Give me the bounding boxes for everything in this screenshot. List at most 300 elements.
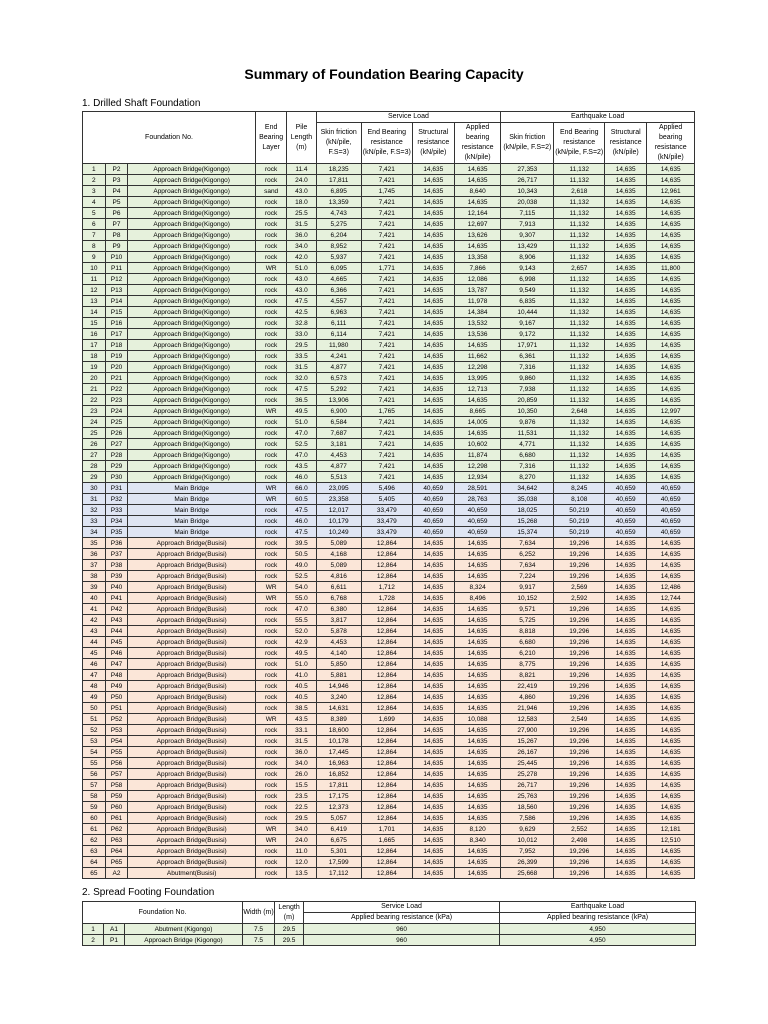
table-cell: 5,089 bbox=[316, 538, 361, 549]
table-cell: 6,114 bbox=[316, 329, 361, 340]
table-cell: 13,532 bbox=[454, 318, 501, 329]
table-cell: 15,268 bbox=[501, 516, 554, 527]
table-cell: 54.0 bbox=[287, 582, 316, 593]
table-cell: 12,864 bbox=[361, 692, 412, 703]
header-earthquake-load: Earthquake Load bbox=[501, 112, 695, 123]
table-cell: 13,359 bbox=[316, 197, 361, 208]
table-cell: rock bbox=[255, 428, 286, 439]
table-cell: 19,296 bbox=[554, 791, 605, 802]
table-cell: 12,864 bbox=[361, 637, 412, 648]
table-cell: 14,635 bbox=[454, 538, 501, 549]
table-cell: 29.5 bbox=[287, 340, 316, 351]
table-cell: 40,659 bbox=[605, 483, 647, 494]
table-cell: 46.0 bbox=[287, 472, 316, 483]
table-cell: Approach Bridge(Kigongo) bbox=[128, 263, 256, 274]
table-cell: 8,496 bbox=[454, 593, 501, 604]
table-cell: 14,635 bbox=[412, 582, 454, 593]
table-cell: rock bbox=[255, 439, 286, 450]
table-cell: 6,611 bbox=[316, 582, 361, 593]
table-cell: P37 bbox=[105, 549, 128, 560]
table-cell: 5,725 bbox=[501, 615, 554, 626]
table-cell: 29.5 bbox=[275, 924, 304, 935]
table-cell: 1,765 bbox=[361, 406, 412, 417]
table-cell: 18,025 bbox=[501, 505, 554, 516]
table-cell: 14,635 bbox=[454, 615, 501, 626]
table-cell: Approach Bridge (Kigongo) bbox=[125, 935, 243, 946]
table-cell: 14,635 bbox=[647, 318, 695, 329]
table-cell: 47.0 bbox=[287, 604, 316, 615]
table-cell: 7,316 bbox=[501, 461, 554, 472]
table-row bbox=[83, 274, 695, 285]
table-cell: rock bbox=[255, 461, 286, 472]
table-cell: 29 bbox=[83, 472, 106, 483]
table-cell: 33,479 bbox=[361, 516, 412, 527]
table-cell: 11,132 bbox=[554, 318, 605, 329]
table-cell: 4,816 bbox=[316, 571, 361, 582]
table-cell: 7.5 bbox=[243, 924, 275, 935]
table-cell: 7,421 bbox=[361, 450, 412, 461]
table-cell: rock bbox=[255, 318, 286, 329]
table-cell: 14,635 bbox=[605, 384, 647, 395]
table-cell: 11,132 bbox=[554, 241, 605, 252]
table-cell: rock bbox=[255, 681, 286, 692]
table-cell: P32 bbox=[105, 494, 128, 505]
table-cell: P47 bbox=[105, 659, 128, 670]
table-cell: WR bbox=[255, 494, 286, 505]
table-cell: 14,635 bbox=[605, 461, 647, 472]
table-cell: 26,717 bbox=[501, 175, 554, 186]
table-cell: P7 bbox=[105, 219, 128, 230]
table-cell: 16,852 bbox=[316, 769, 361, 780]
table-row bbox=[83, 307, 695, 318]
table-cell: 17 bbox=[83, 340, 106, 351]
table-cell: 11,132 bbox=[554, 395, 605, 406]
table-cell: rock bbox=[255, 395, 286, 406]
table-cell: 14,635 bbox=[412, 725, 454, 736]
table-cell: 14,635 bbox=[647, 340, 695, 351]
table-cell: 28,591 bbox=[454, 483, 501, 494]
table-cell: 11,132 bbox=[554, 329, 605, 340]
table-cell: 25,668 bbox=[501, 868, 554, 879]
table-cell: 8,108 bbox=[554, 494, 605, 505]
table-cell: 14,635 bbox=[454, 395, 501, 406]
table-cell: 4,140 bbox=[316, 648, 361, 659]
table-cell: 8,818 bbox=[501, 626, 554, 637]
table-cell: rock bbox=[255, 450, 286, 461]
table-cell: Approach Bridge(Busisi) bbox=[128, 538, 256, 549]
table-cell: 8,640 bbox=[454, 186, 501, 197]
table-cell: 4,743 bbox=[316, 208, 361, 219]
table-cell: 14,635 bbox=[605, 549, 647, 560]
table-row bbox=[83, 208, 695, 219]
table-cell: 14,635 bbox=[647, 472, 695, 483]
table-cell: 11,874 bbox=[454, 450, 501, 461]
table-cell: 49.5 bbox=[287, 648, 316, 659]
table-cell: P18 bbox=[105, 340, 128, 351]
table-cell: Approach Bridge(Kigongo) bbox=[128, 307, 256, 318]
table-cell: 14,635 bbox=[647, 373, 695, 384]
table-cell: 14,635 bbox=[454, 725, 501, 736]
table-cell: 40.5 bbox=[287, 681, 316, 692]
table-row bbox=[83, 219, 695, 230]
table-cell: 14,635 bbox=[647, 571, 695, 582]
table-cell: P43 bbox=[105, 615, 128, 626]
table-cell: 34 bbox=[83, 527, 106, 538]
table-cell: 4,877 bbox=[316, 362, 361, 373]
table-row bbox=[83, 846, 695, 857]
table-cell: 14,635 bbox=[454, 428, 501, 439]
table-cell: 11,132 bbox=[554, 274, 605, 285]
table-cell: 34,642 bbox=[501, 483, 554, 494]
table-row bbox=[83, 527, 695, 538]
table-cell: 6,573 bbox=[316, 373, 361, 384]
table-row bbox=[83, 935, 696, 946]
table-cell: P38 bbox=[105, 560, 128, 571]
table-cell: 6,380 bbox=[316, 604, 361, 615]
table-cell: 43 bbox=[83, 626, 106, 637]
table-cell: 12,864 bbox=[361, 813, 412, 824]
table-row bbox=[83, 483, 695, 494]
table-cell: 31.5 bbox=[287, 362, 316, 373]
table-cell: P53 bbox=[105, 725, 128, 736]
table-cell: 3,181 bbox=[316, 439, 361, 450]
table-cell: rock bbox=[255, 703, 286, 714]
table-cell: 34.0 bbox=[287, 758, 316, 769]
table-cell: 4,557 bbox=[316, 296, 361, 307]
table-cell: 12,744 bbox=[647, 593, 695, 604]
table-cell: rock bbox=[255, 274, 286, 285]
table-cell: 14,635 bbox=[647, 439, 695, 450]
table-cell: 6,111 bbox=[316, 318, 361, 329]
table-cell: 17,175 bbox=[316, 791, 361, 802]
table-cell: 60.5 bbox=[287, 494, 316, 505]
table-cell: 12,864 bbox=[361, 725, 412, 736]
table-cell: P23 bbox=[105, 395, 128, 406]
table-row bbox=[83, 373, 695, 384]
table-cell: 10,602 bbox=[454, 439, 501, 450]
table-cell: 14,635 bbox=[647, 692, 695, 703]
table-cell: 40,659 bbox=[412, 505, 454, 516]
table-cell: 10,343 bbox=[501, 186, 554, 197]
table-cell: 14,635 bbox=[412, 252, 454, 263]
header-service-load-2: Service Load bbox=[304, 902, 500, 913]
table-cell: P4 bbox=[105, 186, 128, 197]
header-structural-service: Structural resistance (kN/pile) bbox=[412, 123, 454, 164]
table-cell: P13 bbox=[105, 285, 128, 296]
table-row bbox=[83, 780, 695, 791]
table-cell: 14,635 bbox=[454, 659, 501, 670]
table-cell: 6,419 bbox=[316, 824, 361, 835]
table-cell: Approach Bridge(Kigongo) bbox=[128, 395, 256, 406]
table-cell: 14,635 bbox=[454, 846, 501, 857]
table-cell: 9,167 bbox=[501, 318, 554, 329]
table-cell: 14,635 bbox=[412, 868, 454, 879]
table-cell: 12,864 bbox=[361, 538, 412, 549]
table-cell: 14,635 bbox=[605, 560, 647, 571]
table-cell: 36.5 bbox=[287, 395, 316, 406]
table-cell: 14,635 bbox=[412, 659, 454, 670]
table-cell: 26,167 bbox=[501, 747, 554, 758]
table-row bbox=[83, 725, 695, 736]
table-cell: 11,132 bbox=[554, 197, 605, 208]
table-row bbox=[83, 692, 695, 703]
table-cell: 14,635 bbox=[647, 461, 695, 472]
table-cell: Approach Bridge(Kigongo) bbox=[128, 296, 256, 307]
table-cell: 38 bbox=[83, 571, 106, 582]
table-cell: 14,635 bbox=[605, 285, 647, 296]
table-row bbox=[83, 857, 695, 868]
table-cell: 14,635 bbox=[605, 747, 647, 758]
table-cell: 20,859 bbox=[501, 395, 554, 406]
table-cell: 7,421 bbox=[361, 461, 412, 472]
table-cell: rock bbox=[255, 340, 286, 351]
table-cell: P19 bbox=[105, 351, 128, 362]
table-cell: rock bbox=[255, 813, 286, 824]
table-cell: 14,635 bbox=[647, 670, 695, 681]
table-cell: 49.5 bbox=[287, 406, 316, 417]
table-cell: 25.5 bbox=[287, 208, 316, 219]
table-cell: 24.0 bbox=[287, 175, 316, 186]
header-structural-earthquake: Structural resistance (kN/pile) bbox=[605, 123, 647, 164]
table-cell: Approach Bridge(Busisi) bbox=[128, 835, 256, 846]
table-cell: 40,659 bbox=[412, 527, 454, 538]
table-cell: 14,635 bbox=[412, 637, 454, 648]
header-end-bearing-earthquake: End Bearing resistance (kN/pile, F.S=2) bbox=[554, 123, 605, 164]
table-cell: 40,659 bbox=[412, 516, 454, 527]
table-cell: 14,635 bbox=[412, 230, 454, 241]
table-cell: 33.1 bbox=[287, 725, 316, 736]
table-cell: 14,635 bbox=[412, 197, 454, 208]
table-cell: rock bbox=[255, 538, 286, 549]
table-cell: 14,635 bbox=[412, 780, 454, 791]
table-cell: 11,132 bbox=[554, 472, 605, 483]
table-cell: 2,648 bbox=[554, 406, 605, 417]
table-cell: 14,635 bbox=[605, 824, 647, 835]
table-cell: 43.0 bbox=[287, 285, 316, 296]
table-cell: 19,296 bbox=[554, 626, 605, 637]
table-cell: 13,626 bbox=[454, 230, 501, 241]
table-cell: 14,635 bbox=[605, 670, 647, 681]
table-cell: 14,635 bbox=[647, 362, 695, 373]
table-cell: 14,635 bbox=[412, 758, 454, 769]
table-cell: 1,712 bbox=[361, 582, 412, 593]
table-cell: 14,635 bbox=[605, 758, 647, 769]
table-cell: 12,864 bbox=[361, 549, 412, 560]
table-cell: 14,635 bbox=[412, 241, 454, 252]
table-cell: 14,635 bbox=[605, 351, 647, 362]
table-row bbox=[83, 252, 695, 263]
table-cell: rock bbox=[255, 472, 286, 483]
table-cell: 40,659 bbox=[605, 527, 647, 538]
table-row bbox=[83, 285, 695, 296]
table-cell: 14,635 bbox=[605, 813, 647, 824]
table-cell: 14,635 bbox=[647, 703, 695, 714]
table-cell: 7,421 bbox=[361, 175, 412, 186]
table-cell: 14,635 bbox=[647, 241, 695, 252]
table-cell: 41.0 bbox=[287, 670, 316, 681]
table-cell: 14,635 bbox=[605, 428, 647, 439]
table-cell: 8,389 bbox=[316, 714, 361, 725]
table-cell: 6,998 bbox=[501, 274, 554, 285]
table-cell: 14,635 bbox=[454, 681, 501, 692]
table-cell: rock bbox=[255, 373, 286, 384]
table-cell: 14,635 bbox=[605, 615, 647, 626]
table-cell: 14,635 bbox=[647, 329, 695, 340]
table-cell: 50,219 bbox=[554, 505, 605, 516]
table-cell: rock bbox=[255, 615, 286, 626]
table-row bbox=[83, 197, 695, 208]
table-cell: rock bbox=[255, 648, 286, 659]
table-cell: 11.4 bbox=[287, 164, 316, 175]
table-cell: 12,934 bbox=[454, 472, 501, 483]
table-cell: 24 bbox=[83, 417, 106, 428]
table-cell: 43.0 bbox=[287, 186, 316, 197]
table-row bbox=[83, 813, 695, 824]
table-cell: 8,340 bbox=[454, 835, 501, 846]
table-row bbox=[83, 340, 695, 351]
table-cell: 44 bbox=[83, 637, 106, 648]
table-cell: 14,631 bbox=[316, 703, 361, 714]
table-cell: 14,635 bbox=[647, 230, 695, 241]
table-cell: 33.5 bbox=[287, 351, 316, 362]
table-cell: 10,088 bbox=[454, 714, 501, 725]
table-row bbox=[83, 802, 695, 813]
table-cell: 14,635 bbox=[454, 857, 501, 868]
table-cell: 40,659 bbox=[605, 516, 647, 527]
table-cell: 19,296 bbox=[554, 670, 605, 681]
table-cell: 50,219 bbox=[554, 516, 605, 527]
table-cell: 14,635 bbox=[605, 791, 647, 802]
table-cell: 14,635 bbox=[605, 571, 647, 582]
table-cell: rock bbox=[255, 604, 286, 615]
table-cell: Approach Bridge(Kigongo) bbox=[128, 417, 256, 428]
table-cell: 40,659 bbox=[454, 505, 501, 516]
table-cell: Approach Bridge(Busisi) bbox=[128, 560, 256, 571]
table-cell: 12,864 bbox=[361, 604, 412, 615]
header-skin-friction-service: Skin friction (kN/pile, F.S=3) bbox=[316, 123, 361, 164]
table-cell: 11,132 bbox=[554, 208, 605, 219]
table-cell: Approach Bridge(Busisi) bbox=[128, 637, 256, 648]
table-cell: rock bbox=[255, 736, 286, 747]
table-cell: sand bbox=[255, 186, 286, 197]
table-row bbox=[83, 835, 695, 846]
table-cell: 40,659 bbox=[605, 494, 647, 505]
table-cell: 14,635 bbox=[454, 626, 501, 637]
table-cell: rock bbox=[255, 384, 286, 395]
table-cell: 15,267 bbox=[501, 736, 554, 747]
table-cell: A2 bbox=[105, 868, 128, 879]
table-cell: 14,635 bbox=[454, 549, 501, 560]
table-cell: rock bbox=[255, 351, 286, 362]
table-cell: 12,697 bbox=[454, 219, 501, 230]
table-cell: 9,172 bbox=[501, 329, 554, 340]
table-cell: 7,634 bbox=[501, 560, 554, 571]
table-cell: 1,699 bbox=[361, 714, 412, 725]
table-cell: WR bbox=[255, 582, 286, 593]
table-cell: 14,635 bbox=[605, 472, 647, 483]
header-end-bearing-layer: End Bearing Layer bbox=[255, 112, 286, 164]
table-cell: rock bbox=[255, 362, 286, 373]
table-cell: 14,635 bbox=[412, 318, 454, 329]
table-cell: 9 bbox=[83, 252, 106, 263]
table-cell: 40.5 bbox=[287, 692, 316, 703]
table-cell: 53 bbox=[83, 736, 106, 747]
table-cell: 10,444 bbox=[501, 307, 554, 318]
table-cell: 14,635 bbox=[605, 769, 647, 780]
table-cell: 14,635 bbox=[647, 252, 695, 263]
table-cell: 7,421 bbox=[361, 252, 412, 263]
table-cell: P25 bbox=[105, 417, 128, 428]
table-cell: 19,296 bbox=[554, 813, 605, 824]
table-cell: rock bbox=[255, 252, 286, 263]
table-cell: 14,635 bbox=[605, 395, 647, 406]
table-cell: 12,864 bbox=[361, 846, 412, 857]
table-cell: 14,635 bbox=[605, 593, 647, 604]
table-cell: 27,353 bbox=[501, 164, 554, 175]
table-cell: 7,938 bbox=[501, 384, 554, 395]
table-cell: 5,496 bbox=[361, 483, 412, 494]
table-cell: P46 bbox=[105, 648, 128, 659]
table-cell: 12,864 bbox=[361, 615, 412, 626]
table-cell: 47 bbox=[83, 670, 106, 681]
table-row bbox=[83, 615, 695, 626]
spread-footing-table-body bbox=[83, 924, 696, 946]
table-cell: 27,900 bbox=[501, 725, 554, 736]
table-cell: 50.5 bbox=[287, 549, 316, 560]
table-cell: 16,963 bbox=[316, 758, 361, 769]
table-cell: 6,095 bbox=[316, 263, 361, 274]
table-cell: 14,635 bbox=[647, 736, 695, 747]
table-cell: 19,296 bbox=[554, 659, 605, 670]
table-cell: 6,584 bbox=[316, 417, 361, 428]
table-row bbox=[83, 450, 695, 461]
table-cell: 14,635 bbox=[647, 626, 695, 637]
table-cell: 24.0 bbox=[287, 835, 316, 846]
table-cell: 14,635 bbox=[647, 197, 695, 208]
table-cell: 19,296 bbox=[554, 736, 605, 747]
table-cell: 14,635 bbox=[605, 802, 647, 813]
table-cell: 19,296 bbox=[554, 758, 605, 769]
table-cell: 14,635 bbox=[412, 846, 454, 857]
table-cell: 42.0 bbox=[287, 252, 316, 263]
table-cell: 54 bbox=[83, 747, 106, 758]
table-cell: P54 bbox=[105, 736, 128, 747]
table-cell: 12,864 bbox=[361, 780, 412, 791]
table-cell: 6,900 bbox=[316, 406, 361, 417]
table-cell: 23,095 bbox=[316, 483, 361, 494]
table-cell: 6,835 bbox=[501, 296, 554, 307]
table-cell: 7.5 bbox=[243, 935, 275, 946]
table-cell: 55.5 bbox=[287, 615, 316, 626]
table-cell: 25,278 bbox=[501, 769, 554, 780]
table-cell: 14,635 bbox=[412, 681, 454, 692]
table-cell: 2,498 bbox=[554, 835, 605, 846]
table-row bbox=[83, 703, 695, 714]
table-cell: 7,421 bbox=[361, 285, 412, 296]
table-cell: 19,296 bbox=[554, 747, 605, 758]
table-cell: 7,224 bbox=[501, 571, 554, 582]
table-cell: 2,569 bbox=[554, 582, 605, 593]
table-cell: 14,635 bbox=[647, 758, 695, 769]
table-cell: 8,245 bbox=[554, 483, 605, 494]
table-cell: 13,787 bbox=[454, 285, 501, 296]
table-cell: 19,296 bbox=[554, 648, 605, 659]
table-cell: 12,086 bbox=[454, 274, 501, 285]
table-cell: 14,635 bbox=[412, 428, 454, 439]
table-cell: 10,178 bbox=[316, 736, 361, 747]
table-cell: 14,635 bbox=[647, 285, 695, 296]
table-cell: rock bbox=[255, 670, 286, 681]
